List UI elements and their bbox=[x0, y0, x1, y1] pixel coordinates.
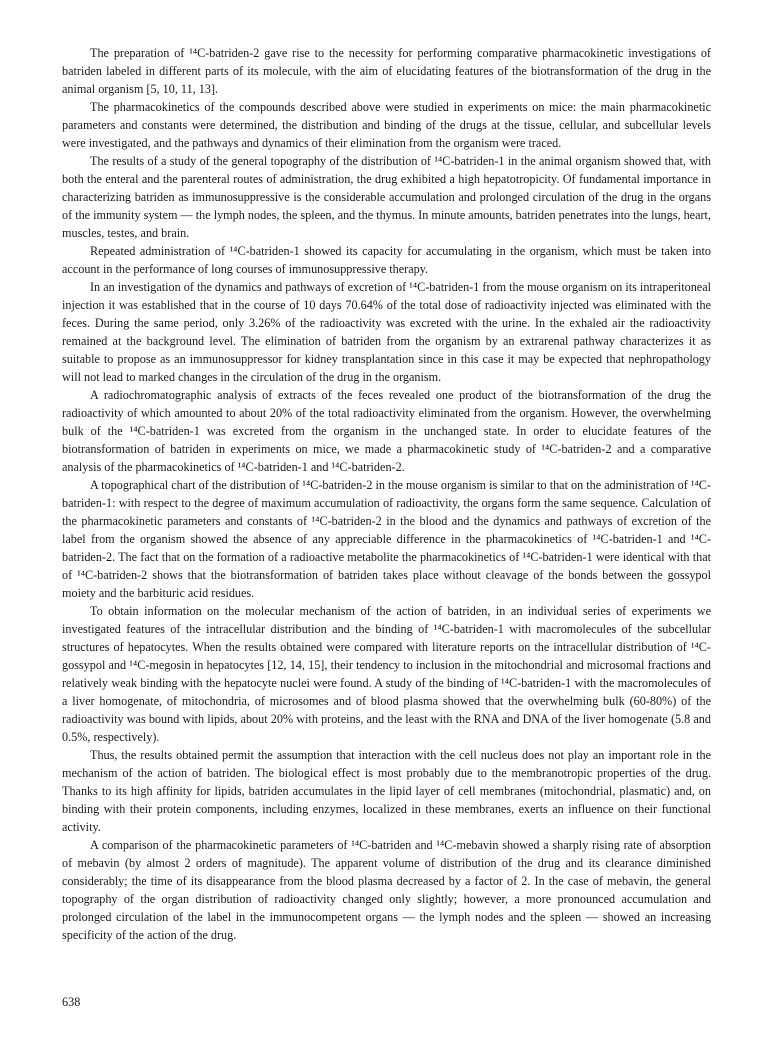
paragraph-1: The preparation of ¹⁴C-batriden-2 gave rise to the necessity for performing comparative pharmacokinetic investigations of batriden labeled in different parts of its molecule, with the aim of elucidating features of the biotransformation of the drug in the animal organism [5, 10, 11, 13]. bbox=[62, 46, 711, 96]
paragraph-4: Repeated administration of ¹⁴C-batriden-1 showed its capacity for accumulating in the organism, which must be taken into account in the performance of long courses of immunosuppressive therapy. bbox=[62, 244, 711, 276]
article-body bbox=[62, 44, 711, 944]
paragraph-5: In an investigation of the dynamics and pathways of excretion of ¹⁴C-batriden-1 from the mouse organism on its intraperitoneal injection it was established that in the course of 10 days 70.64% of the total dose of radioactivity injected was eliminated with the feces. During the same period, only 3.26% of the radioactivity was excreted with the urine. In the exhaled air the radioactivity remained at the background level. The elimination of batriden from the organism by an extrarenal pathway characterizes it as suitable to propose as an immunosuppressor for kidney transplantation since in this case it may be expected that nephropathology will not lead to marked changes in the circulation of the drug in the organism. bbox=[62, 280, 711, 384]
paragraph-3: The results of a study of the general topography of the distribution of ¹⁴C-batriden-1 in the animal organism showed that, with both the enteral and the parenteral routes of administration, the drug exhibited a high hepatotropicity. Of fundamental importance in characterizing batriden as immunosuppressive is the considerable accumulation and prolonged circulation of the drug in the organs of the immunity system — the lymph nodes, the spleen, and the thymus. In minute amounts, batriden penetrates into the lungs, heart, muscles, testes, and brain. bbox=[62, 154, 711, 240]
paragraph-10: A comparison of the pharmacokinetic parameters of ¹⁴C-batriden and ¹⁴C-mebavin showed a sharply rising rate of absorption of mebavin (by almost 2 orders of magnitude). The apparent volume of distribution of the drug and its clearance diminished considerably; the time of its disappearance from the blood plasma decreased by a factor of 2. In the case of mebavin, the general topography of the organ distribution of radioactivity changed only slightly; however, a more pronounced accumulation and prolonged circulation of the label in the immunocompetent organs — the lymph nodes and the spleen — showed an increasing specificity of the action of the drug. bbox=[62, 838, 711, 942]
page-number: 638 bbox=[62, 995, 81, 1009]
paragraph-6: A radiochromatographic analysis of extracts of the feces revealed one product of the biotransformation of the drug the radioactivity of which amounted to about 20% of the total radioactivity eliminated from the organism. However, the overwhelming bulk of the ¹⁴C-batriden-1 was excreted from the organism in the unchanged state. In order to elucidate features of the biotransformation of batriden in experiments on mice, we made a pharmacokinetic study of ¹⁴C-batriden-2 and a comparative analysis of the pharmacokinetics of ¹⁴C-batriden-1 and ¹⁴C-batriden-2. bbox=[62, 388, 711, 474]
paragraph-8: To obtain information on the molecular mechanism of the action of batriden, in an individual series of experiments we investigated features of the intracellular distribution and the binding of ¹⁴C-batriden-1 with macromolecules of the subcellular structures of hepatocytes. When the results obtained were compared with literature reports on the intracellular distribution of ¹⁴C-gossypol and ¹⁴C-megosin in hepatocytes [12, 14, 15], their tendency to inclusion in the mitochondrial and microsomal fractions and relatively weak binding with the hepatocyte nuclei were found. A study of the binding of ¹⁴C-batriden-1 with the macromolecules of a liver homogenate, of mitochondria, of microsomes and of blood plasma showed that the overwhelming bulk (60-80%) of the radioactivity was bound with lipids, about 20% with proteins, and the least with the RNA and DNA of the liver homogenate (5.8 and 0.5%, respectively). bbox=[62, 604, 711, 744]
paragraph-2: The pharmacokinetics of the compounds described above were studied in experiments on mice: the main pharmacokinetic parameters and constants were determined, the distribution and binding of the drugs at the tissue, cellular, and subcellular levels were investigated, and the pathways and dynamics of their elimination from the organism were traced. bbox=[62, 100, 711, 150]
paragraph-9: Thus, the results obtained permit the assumption that interaction with the cell nucleus does not play an important role in the mechanism of the action of batriden. The biological effect is most probably due to the membranotropic properties of the drug. Thanks to its high affinity for lipids, batriden accumulates in the lipid layer of cell membranes (mitochondrial, plasmatic) and, on binding with their protein components, including enzymes, localized in these membranes, exerts an influence on their functional activity. bbox=[62, 748, 711, 834]
paragraph-7: A topographical chart of the distribution of ¹⁴C-batriden-2 in the mouse organism is similar to that on the administration of ¹⁴C-batriden-1: with respect to the degree of maximum accumulation of radioactivity, the organs form the same sequence. Calculation of the pharmacokinetic parameters and constants of ¹⁴C-batriden-2 in the blood and the dynamics and pathways of excretion of the label from the organism showed the absence of any appreciable difference in the pharmacokinetics of ¹⁴C-batriden-1 and ¹⁴C-batriden-2. The fact that on the formation of a radioactive metabolite the pharmacokinetics of ¹⁴C-batriden-1 were identical with that of ¹⁴C-batriden-2 shows that the biotransformation of batriden takes place without cleavage of the bonds between the gossypol moiety and the barbituric acid residues. bbox=[62, 478, 711, 600]
